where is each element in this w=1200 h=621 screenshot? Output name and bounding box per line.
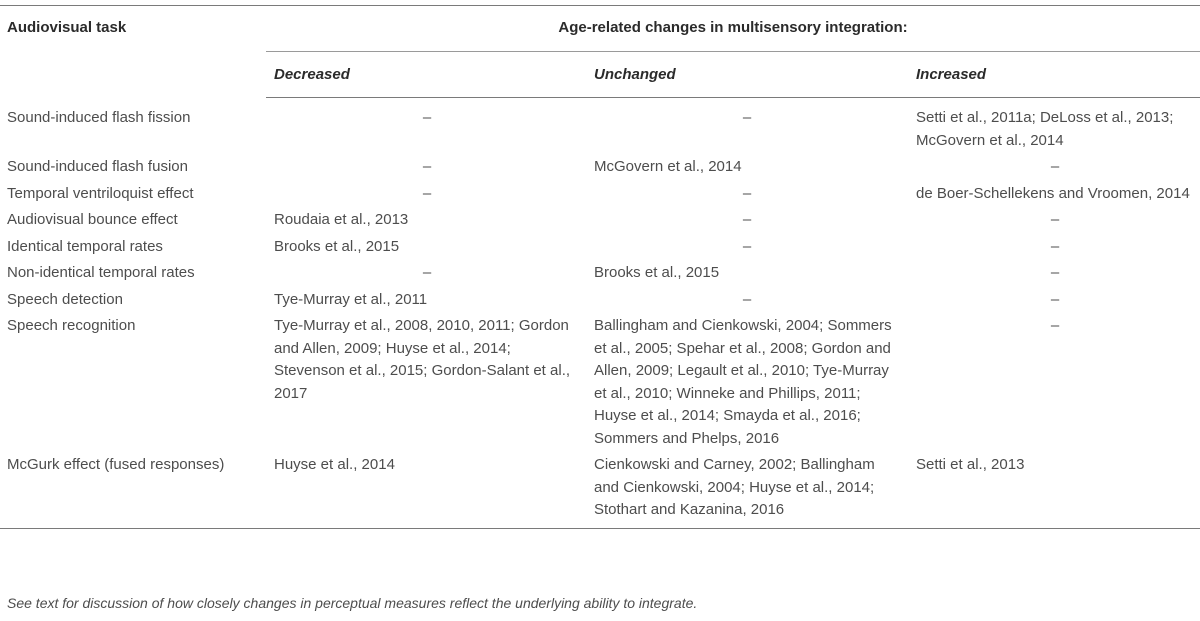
- unchanged-cell: –: [742, 211, 752, 228]
- header-unchanged: Unchanged: [586, 51, 906, 98]
- table-row: [0, 98, 1200, 157]
- decreased-cell: –: [422, 158, 432, 175]
- decreased-cell: Brooks et al., 2015: [274, 237, 400, 255]
- unchanged-cell: –: [742, 184, 752, 202]
- task-cell: Speech detection: [7, 290, 123, 308]
- header-row: [0, 6, 1200, 52]
- increased-cell: Setti et al., 2013: [906, 454, 1200, 528]
- decreased-cell: –: [422, 109, 432, 126]
- increased-cell: –: [1050, 290, 1060, 308]
- decreased-cell: Tye-Murray et al., 2011: [274, 290, 428, 308]
- decreased-cell: Tye-Murray et al., 2008, 2010, 2011; Gordon and Allen, 2009; Huyse et al., 2014; Stevenson et al., 2015; Gordon-Salant et al., 2017: [274, 317, 571, 402]
- increased-cell: –: [1050, 317, 1060, 334]
- decreased-cell: Huyse et al., 2014: [266, 454, 586, 528]
- table-row: [0, 315, 1200, 454]
- table-row: [0, 156, 1200, 183]
- task-cell: Sound-induced flash fusion: [7, 158, 188, 175]
- task-cell: Speech recognition: [7, 317, 136, 334]
- decreased-cell: –: [422, 184, 432, 202]
- unchanged-cell: Brooks et al., 2015: [594, 264, 720, 281]
- table-row: [0, 289, 1200, 316]
- header-decreased: Decreased: [266, 51, 586, 98]
- task-cell: Temporal ventriloquist effect: [7, 184, 194, 202]
- increased-cell: –: [1050, 158, 1060, 175]
- increased-cell: –: [1050, 211, 1060, 228]
- table-row: [0, 454, 1200, 528]
- unchanged-cell: –: [742, 237, 752, 255]
- table-row: [0, 209, 1200, 236]
- table-footnote: See text for discussion of how closely changes in perceptual measures reflect the underlying ability to integrate.: [7, 595, 698, 611]
- increased-cell: –: [1050, 264, 1060, 281]
- header-audiovisual-task: Audiovisual task: [7, 19, 127, 36]
- unchanged-cell: –: [742, 109, 752, 126]
- header-increased: Increased: [906, 51, 1200, 98]
- table-row: [0, 262, 1200, 289]
- unchanged-cell: McGovern et al., 2014: [594, 158, 742, 175]
- decreased-cell: –: [422, 264, 432, 281]
- header-age-related-changes: Age-related changes in multisensory integration:: [558, 19, 908, 36]
- table-row: [0, 236, 1200, 263]
- table-row: [0, 183, 1200, 210]
- decreased-cell: Roudaia et al., 2013: [274, 211, 409, 228]
- task-cell: Audiovisual bounce effect: [7, 211, 178, 228]
- task-cell: Sound-induced flash fission: [7, 108, 191, 126]
- task-cell: Non-identical temporal rates: [7, 264, 195, 281]
- unchanged-cell: Ballingham and Cienkowski, 2004; Sommers et al., 2005; Spehar et al., 2008; Gordon and Allen, 2009; Legault et al., 2010; Tye-Murray et al., 2010; Winneke and Phillips, 2011; Huyse et al., 2014; Smayda et al., 2016; Sommers and Phelps, 2016: [594, 317, 892, 447]
- increased-cell: Setti et al., 2011a; DeLoss et al., 2013; McGovern et al., 2014: [916, 109, 1174, 149]
- increased-cell: de Boer-Schellekens and Vroomen, 2014: [916, 184, 1190, 202]
- increased-cell: –: [1050, 237, 1060, 255]
- results-table: [0, 5, 1200, 529]
- task-cell: McGurk effect (fused responses): [0, 454, 266, 528]
- task-cell: Identical temporal rates: [7, 237, 163, 255]
- unchanged-cell: –: [742, 290, 752, 308]
- unchanged-cell: Cienkowski and Carney, 2002; Ballingham and Cienkowski, 2004; Huyse et al., 2014; Stothart and Kazanina, 2016: [586, 454, 906, 528]
